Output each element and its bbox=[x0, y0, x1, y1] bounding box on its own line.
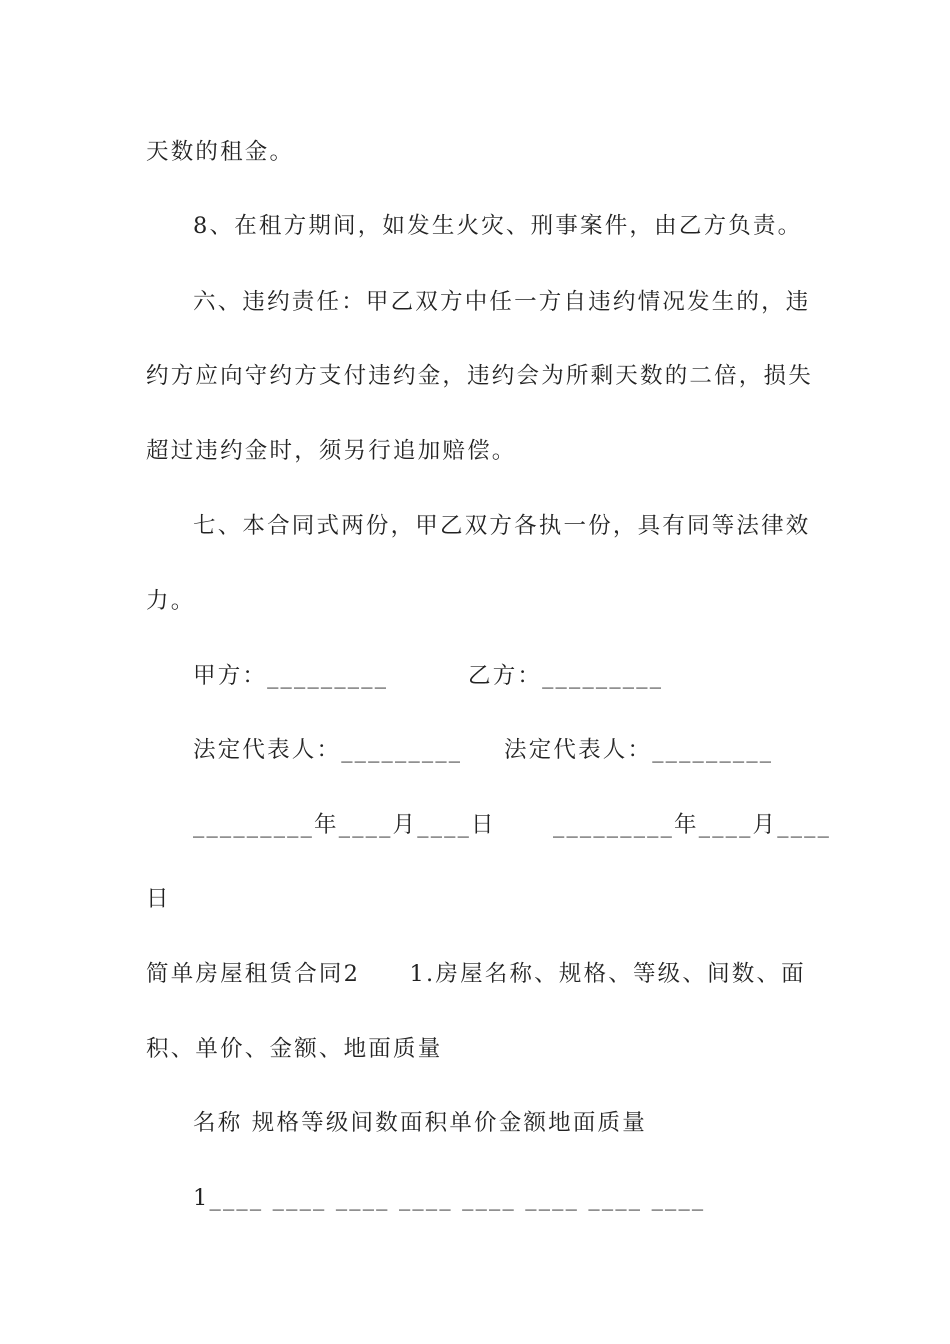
table-row-line: 1____ ____ ____ ____ ____ ____ ____ ____ bbox=[193, 1185, 706, 1211]
party-b-representative-line: 法定代表人：_________ bbox=[504, 737, 774, 763]
text-line: 日 bbox=[146, 886, 171, 912]
text-line: 8、在租方期间，如发生火灾、刑事案件，由乙方负责。 bbox=[193, 213, 803, 239]
text-line: 积、单价、金额、地面质量 bbox=[146, 1036, 443, 1062]
text-line: 约方应向守约方支付违约金，违约会为所剩天数的二倍，损失 bbox=[146, 363, 813, 389]
party-a-signature-line: 甲方：_________ bbox=[193, 663, 389, 689]
party-a-date-line: _________年____月____日 bbox=[193, 812, 496, 838]
text-line: 天数的租金。 bbox=[146, 139, 295, 165]
party-b-date-line: _________年____月____ bbox=[553, 812, 832, 838]
text-line: 六、违约责任：甲乙双方中任一方自违约情况发生的，违 bbox=[193, 289, 811, 315]
table-header-line: 名称 规格等级间数面积单价金额地面质量 bbox=[193, 1110, 647, 1136]
party-a-representative-line: 法定代表人：_________ bbox=[193, 737, 463, 763]
text-line: 超过违约金时，须另行追加赔偿。 bbox=[146, 438, 517, 464]
section-heading-line: 简单房屋租赁合同2 1.房屋名称、规格、等级、间数、面 bbox=[146, 961, 806, 987]
text-line: 力。 bbox=[146, 588, 196, 614]
party-b-signature-line: 乙方：_________ bbox=[468, 663, 664, 689]
text-line: 七、本合同式两份，甲乙双方各执一份，具有同等法律效 bbox=[193, 513, 811, 539]
